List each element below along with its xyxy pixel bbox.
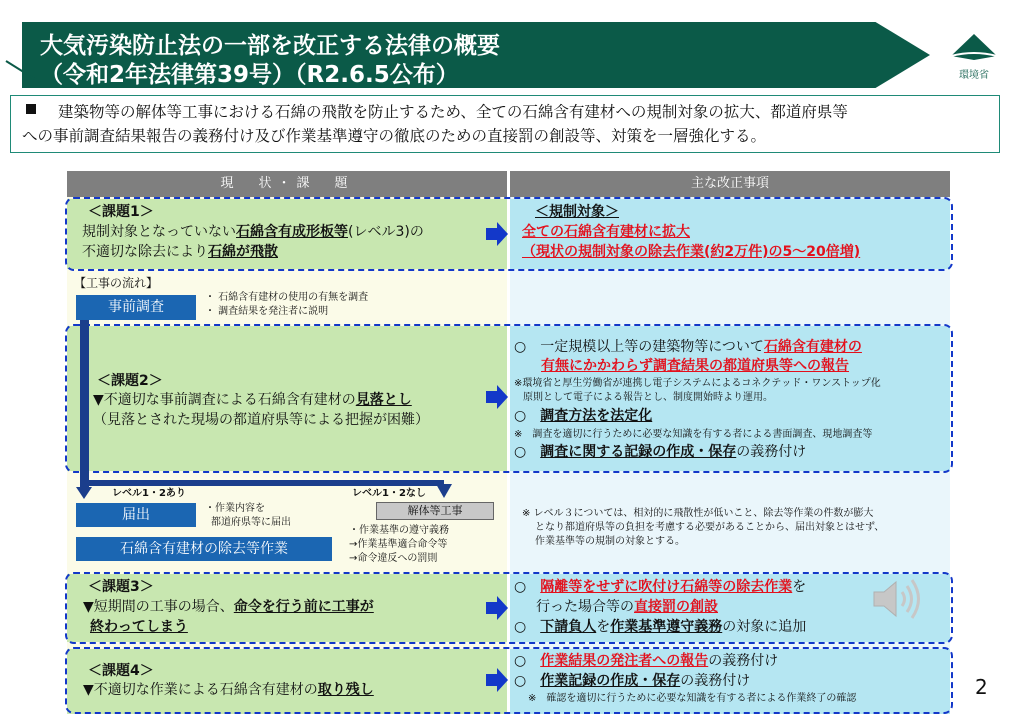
issue2-right-line5: ○ 調査方法を法定化 <box>514 408 653 424</box>
page-number: 2 <box>975 675 988 699</box>
issue2-right-note3: ※ 調査を適切に行うために必要な知識を有する者による書面調査、現地調査等 <box>514 429 873 440</box>
issue3-heading: ＜課題3＞ <box>88 579 154 595</box>
survey-note2: ・ 調査結果を発注者に説明 <box>205 306 329 317</box>
notify-box: 届出 <box>76 503 196 527</box>
issue4-right-line2: ○ 作業記録の作成・保存の義務付け <box>514 673 751 689</box>
level3-note-line2: となり都道府県等の負担を考慮する必要があることから、届出対象とはせず、 <box>535 522 885 533</box>
issue2-right-note2: 原則として電子による報告とし、制度開始時より運用。 <box>523 392 773 403</box>
summary-text <box>22 100 988 148</box>
std-note2: →作業基準適合命令等 <box>349 539 448 550</box>
issue3-right-line2: 行った場合等の直接罰の創設 <box>536 599 718 615</box>
issue1-heading: ＜課題1＞ <box>88 204 154 220</box>
issue4-right-line1: ○ 作業結果の発注者への報告の義務付け <box>514 653 779 669</box>
issue2-line2: ▼不適切な事前調査による石綿含有建材の見落とし <box>93 392 412 408</box>
flow-branch-line <box>80 480 444 486</box>
summary-line1: 建築物等の解体等工事における石綿の飛散を防止するため、全ての石綿含有建材への規制対象の拡大、都道府県等 <box>58 103 848 121</box>
bullet-icon <box>26 104 36 114</box>
issue3-right-line3: ○ 下請負人を作業基準遵守義務の対象に追加 <box>514 619 807 635</box>
issue1-right-heading: ＜規制対象＞ <box>535 204 619 220</box>
level-no-label: レベル1・2なし <box>352 488 426 499</box>
arrow-right-icon <box>486 222 508 246</box>
survey-note1: ・ 石綿含有建材の使用の有無を調査 <box>205 292 369 303</box>
page-title-line1: 大気汚染防止法の一部を改正する法律の概要 <box>40 33 500 59</box>
arrow-down-icon <box>436 484 452 498</box>
issue4-right-note: ※ 確認を適切に行うために必要な知識を有する者による作業終了の確認 <box>528 693 857 704</box>
arrow-down-icon <box>76 487 92 499</box>
std-note1: ・作業基準の遵守義務 <box>349 525 449 536</box>
header-main-revisions: 主な改正事項 <box>510 171 950 197</box>
arrow-right-icon <box>486 385 508 409</box>
level3-note-line3: 作業基準等の規制の対象とする。 <box>535 536 685 547</box>
std-note3: →命令違反への罰則 <box>349 553 438 564</box>
issue4-heading: ＜課題4＞ <box>88 663 154 679</box>
arrow-right-icon <box>486 596 508 620</box>
issue2-line3: （見落とされた現場の都道府県等による把握が困難） <box>93 412 429 428</box>
logo-label: 環境省 <box>959 70 989 81</box>
issue1-line2: 規制対象となっていない石綿含有成形板等(レベル3)の <box>82 224 424 240</box>
page-title-line2: （令和2年法律第39号）（R2.6.5公布） <box>40 62 459 88</box>
issue2-right-line7: ○ 調査に関する記録の作成・保存の義務付け <box>514 444 807 460</box>
flow-line <box>80 320 89 488</box>
notify-note2: 都道府県等に届出 <box>211 517 291 528</box>
issue3-line2: ▼短期間の工事の場合、命令を行う前に工事が <box>83 599 374 615</box>
issue3-right-line1: ○ 隔離等をせずに吹付け石綿等の除去作業を <box>514 579 807 595</box>
arrow-right-icon <box>486 668 508 692</box>
summary-line2: への事前調査結果報告の義務付け及び作業基準遵守の徹底のための直接罰の創設等、対策を一層強化する。 <box>22 127 767 145</box>
issue2-right-line2: 有無にかかわらず調査結果の都道府県等への報告 <box>541 358 849 374</box>
issue1-right-line1: 全ての石綿含有建材に拡大 <box>522 224 690 240</box>
issue1-line3: 不適切な除去により石綿が飛散 <box>82 244 278 260</box>
issue1-right-line2: （現状の規制対象の除去作業(約2万件)の5～20倍増) <box>522 244 861 260</box>
issue2-right-line1: ○ 一定規模以上等の建築物等について石綿含有建材の <box>514 339 862 355</box>
issue2-heading: ＜課題2＞ <box>97 373 163 389</box>
level-yes-label: レベル1・2あり <box>112 488 186 499</box>
flow-label: 【工事の流れ】 <box>74 276 159 290</box>
header-current-issues: 現 状・課 題 <box>67 171 507 197</box>
demolish-box: 解体等工事 <box>376 502 494 520</box>
speaker-icon[interactable] <box>870 576 926 622</box>
level3-note-line1: ※ レベル３については、相対的に飛散性が低いこと、除去等作業の件数が膨大 <box>522 508 874 519</box>
issue3-line3: 終わってしまう <box>90 619 188 635</box>
issue2-right-note1: ※環境省と厚生労働省が連携し電子システムによるコネクテッド・ワンストップ化 <box>514 378 881 389</box>
notify-note1: ・作業内容を <box>205 503 265 514</box>
issue4-line2: ▼不適切な作業による石綿含有建材の取り残し <box>83 682 374 698</box>
removal-box: 石綿含有建材の除去等作業 <box>76 537 332 561</box>
survey-box: 事前調査 <box>76 295 196 320</box>
